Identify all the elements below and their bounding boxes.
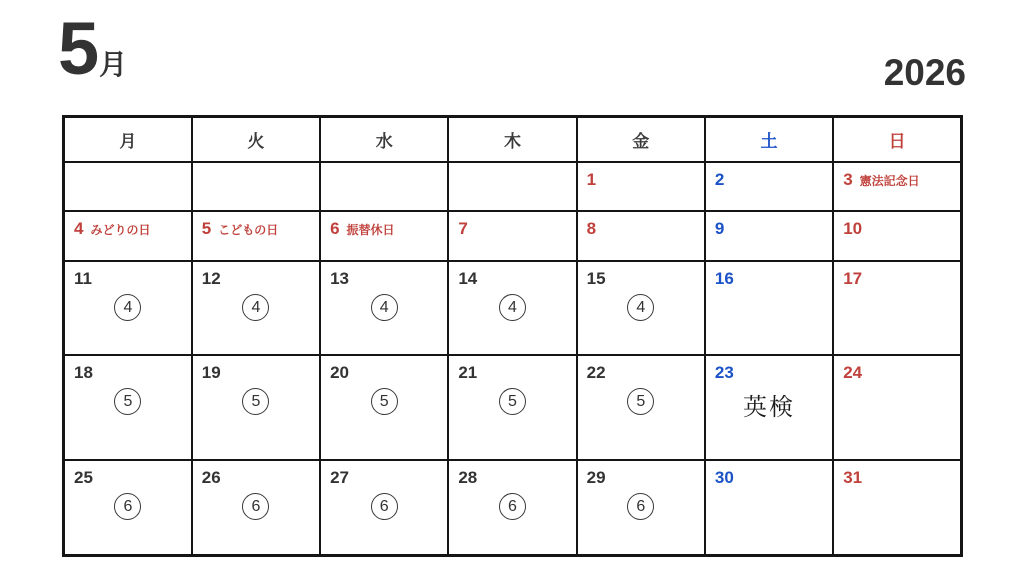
day-line — [74, 363, 182, 384]
week-number-circle: 5 — [499, 388, 526, 415]
day-line — [843, 170, 951, 191]
day-number: 13 — [330, 268, 349, 288]
week-number-circle: 4 — [242, 294, 269, 321]
weekday-header-row — [64, 117, 962, 162]
week-number-circle: 6 — [114, 493, 141, 520]
day-number: 15 — [586, 268, 606, 288]
week-circle-row — [74, 294, 182, 321]
day-line — [715, 468, 823, 489]
day-number: 10 — [843, 219, 863, 239]
day-line — [458, 363, 566, 384]
month-title — [58, 6, 127, 91]
day-cell — [705, 261, 833, 356]
week-number-circle: 6 — [627, 493, 654, 520]
day-cell — [320, 211, 448, 261]
day-line — [843, 269, 951, 290]
weekday-header-sun: 日 — [833, 117, 961, 162]
week-number-circle: 4 — [627, 294, 654, 321]
day-line — [715, 219, 823, 240]
day-cell — [320, 355, 448, 460]
holiday-label: 振替休日 — [346, 223, 395, 238]
day-number: 24 — [843, 363, 863, 383]
week-row — [64, 355, 962, 460]
day-line — [74, 468, 182, 489]
week-circle-row — [74, 388, 182, 415]
week-number-circle: 5 — [242, 388, 269, 415]
day-line — [843, 219, 951, 240]
day-cell — [705, 211, 833, 261]
week-circle-row — [587, 388, 695, 415]
day-number: 19 — [201, 363, 221, 383]
day-cell — [448, 261, 576, 356]
day-cell — [320, 460, 448, 555]
day-cell — [833, 355, 961, 460]
holiday-label: こどもの日 — [218, 223, 279, 238]
day-number: 6 — [330, 219, 340, 239]
day-number: 4 — [74, 219, 84, 239]
day-number: 20 — [330, 363, 349, 383]
week-row — [64, 162, 962, 212]
day-cell — [192, 355, 320, 460]
week-number-circle: 6 — [499, 493, 526, 520]
day-cell — [320, 261, 448, 356]
day-cell — [705, 162, 833, 212]
holiday-label: 憲法記念日 — [859, 173, 920, 188]
day-line — [330, 363, 438, 384]
empty-cell — [64, 162, 192, 212]
empty-cell — [192, 162, 320, 212]
week-number-circle: 6 — [371, 493, 398, 520]
day-line — [330, 269, 438, 290]
day-cell — [64, 460, 192, 555]
day-line — [458, 219, 566, 240]
empty-cell — [448, 162, 576, 212]
day-line — [715, 363, 823, 384]
week-circle-row — [202, 294, 310, 321]
day-cell — [192, 261, 320, 356]
weekday-header-thu: 木 — [448, 117, 576, 162]
day-number: 14 — [458, 268, 478, 288]
day-line — [715, 269, 823, 290]
day-line — [202, 269, 310, 290]
day-number: 3 — [843, 169, 853, 189]
week-row — [64, 261, 962, 356]
month-suffix: 月 — [99, 49, 128, 80]
day-cell — [577, 460, 705, 555]
weekday-header-sat: 土 — [705, 117, 833, 162]
day-line — [458, 269, 566, 290]
day-line — [74, 219, 182, 240]
day-line — [715, 170, 823, 191]
day-number: 26 — [201, 468, 221, 488]
year-label: 2026 — [883, 52, 966, 93]
day-number: 23 — [714, 363, 734, 383]
day-cell — [64, 211, 192, 261]
week-number-circle: 5 — [114, 388, 141, 415]
day-number: 16 — [714, 268, 734, 288]
week-row — [64, 460, 962, 555]
day-line — [843, 468, 951, 489]
week-number-circle: 4 — [114, 294, 141, 321]
day-cell — [833, 261, 961, 356]
day-number: 31 — [843, 468, 863, 488]
day-cell — [833, 211, 961, 261]
week-circle-row — [587, 294, 695, 321]
calendar-header — [64, 117, 962, 162]
day-cell — [577, 211, 705, 261]
week-number-circle: 5 — [371, 388, 398, 415]
day-number: 2 — [714, 169, 725, 189]
day-cell — [192, 460, 320, 555]
day-cell — [705, 355, 833, 460]
day-line — [587, 468, 695, 489]
week-circle-row — [458, 294, 566, 321]
holiday-label: みどりの日 — [90, 223, 151, 238]
day-number: 11 — [74, 268, 92, 288]
week-circle-row — [458, 388, 566, 415]
weekday-header-wed: 水 — [320, 117, 448, 162]
week-circle-row — [330, 294, 438, 321]
day-line — [587, 170, 695, 191]
day-line — [587, 219, 695, 240]
day-cell — [448, 355, 576, 460]
day-number: 8 — [586, 219, 597, 239]
calendar-table — [62, 115, 963, 557]
weekday-header-mon: 月 — [64, 117, 192, 162]
week-number-circle: 4 — [371, 294, 398, 321]
day-cell — [448, 460, 576, 555]
week-number-circle: 6 — [242, 493, 269, 520]
day-cell — [577, 261, 705, 356]
day-cell — [64, 355, 192, 460]
day-cell — [64, 261, 192, 356]
day-cell — [192, 211, 320, 261]
day-line — [587, 363, 695, 384]
day-number: 28 — [458, 468, 478, 488]
day-number: 5 — [201, 219, 212, 239]
day-line — [74, 269, 182, 290]
day-number: 21 — [458, 363, 478, 383]
day-cell — [833, 162, 961, 212]
day-line — [202, 363, 310, 384]
week-circle-row — [330, 493, 438, 520]
week-number-circle: 5 — [627, 388, 654, 415]
day-number: 25 — [74, 468, 93, 488]
day-number: 12 — [201, 268, 221, 288]
weekday-header-tue: 火 — [192, 117, 320, 162]
day-cell — [577, 355, 705, 460]
day-cell — [448, 211, 576, 261]
day-number: 22 — [586, 363, 606, 383]
week-circle-row — [330, 388, 438, 415]
day-number: 9 — [714, 219, 725, 239]
day-number: 29 — [586, 468, 606, 488]
week-circle-row — [74, 493, 182, 520]
day-line — [458, 468, 566, 489]
day-cell — [833, 460, 961, 555]
day-cell — [705, 460, 833, 555]
empty-cell — [320, 162, 448, 212]
week-row — [64, 211, 962, 261]
calendar-body — [64, 162, 962, 556]
day-number: 1 — [586, 169, 597, 189]
week-circle-row — [202, 493, 310, 520]
week-number-circle: 4 — [499, 294, 526, 321]
week-circle-row — [202, 388, 310, 415]
day-number: 30 — [714, 468, 734, 488]
day-line — [330, 468, 438, 489]
week-circle-row — [458, 493, 566, 520]
day-number: 7 — [458, 219, 468, 239]
day-number: 27 — [330, 468, 349, 488]
day-line — [330, 219, 438, 240]
day-line — [202, 468, 310, 489]
day-cell — [577, 162, 705, 212]
month-number: 5 — [58, 7, 98, 90]
weekday-header-fri: 金 — [577, 117, 705, 162]
day-line — [843, 363, 951, 384]
day-number: 18 — [74, 363, 93, 383]
event-label: 英検 — [743, 394, 796, 422]
day-line — [202, 219, 310, 240]
day-number: 17 — [843, 268, 863, 288]
week-circle-row — [587, 493, 695, 520]
day-line — [587, 269, 695, 290]
event-row — [715, 387, 823, 422]
